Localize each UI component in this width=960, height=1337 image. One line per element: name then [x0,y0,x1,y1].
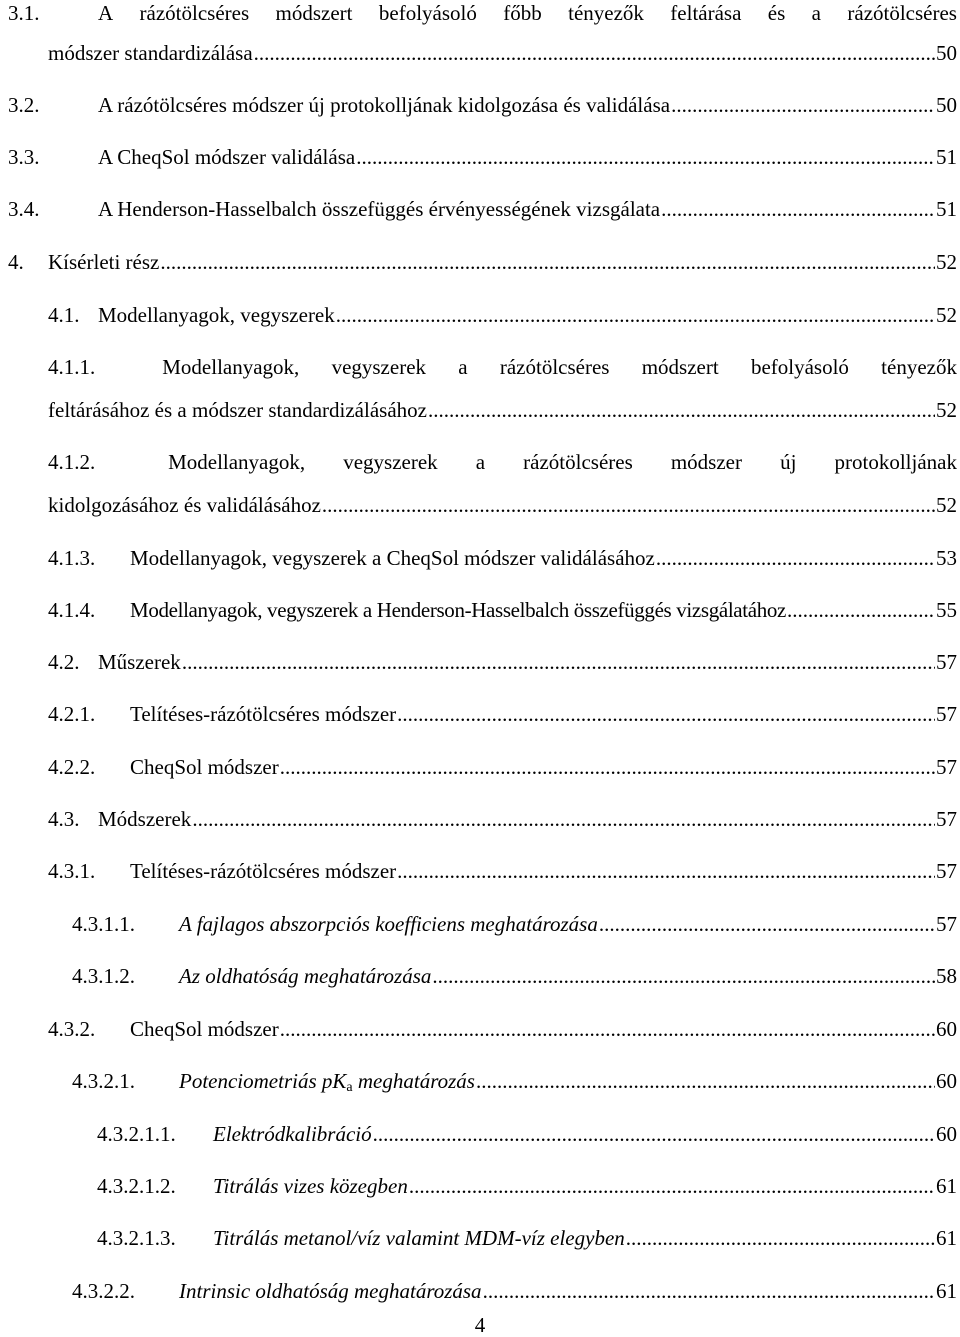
toc-leader-dots [182,649,935,675]
toc-leader-dots [428,397,935,423]
toc-num: 4.2.2. [48,755,96,779]
toc-entry-3-3[interactable] [8,144,957,170]
toc-title: kidolgozásához és validálásához [48,493,321,517]
toc-page-number: 60 [936,1122,957,1146]
toc-num: 3.3. [8,145,40,169]
toc-entry-4-1-1-line1[interactable] [48,354,957,380]
toc-num: 3.4. [8,197,40,221]
toc-word: új [780,450,797,474]
toc-leader-dots [626,1225,935,1251]
toc-word: Modellanyagok, [162,355,300,379]
toc-page-number: 60 [936,1069,957,1093]
toc-leader-dots [599,911,935,937]
toc-word: Modellanyagok, [168,450,306,474]
toc-num: 4.3.2.1.3. [97,1226,176,1250]
toc-title: Modellanyagok, vegyszerek a Henderson-Hasselbalch összefüggés vizsgálatához [130,598,787,622]
toc-word: a [475,450,486,474]
toc-num: 4. [8,250,24,274]
toc-num: 4.1.1. [48,355,96,379]
toc-word: rázótölcséres [499,355,610,379]
toc-entry-4-2[interactable] [48,649,957,675]
toc-title: A rázótölcséres módszer új protokolljának kidolgozása és validálása [98,93,671,117]
toc-title-part: meghatározás [352,1069,475,1093]
toc-entry-4-2-1[interactable] [48,701,957,727]
toc-title: feltárásához és a módszer standardizálásához [48,398,427,422]
toc-word: befolyásoló [750,355,849,379]
toc-leader-dots [280,1016,935,1042]
toc-entry-4-3-2-2[interactable] [72,1278,957,1304]
toc-num: 4.3.2. [48,1017,96,1041]
toc-leader-dots [280,754,935,780]
toc-page-number: 57 [936,702,957,726]
toc-leader-dots [322,492,935,518]
toc-word: módszer [670,450,742,474]
toc-title: Elektródkalibráció [213,1122,372,1146]
toc-word: feltárása [670,1,742,25]
toc-entry-4-1-2-line2[interactable] [48,492,957,518]
toc-entry-3-1-line2[interactable] [48,40,957,66]
toc-entry-4-3-2-1[interactable] [72,1068,957,1094]
toc-entry-4-3-1-2[interactable] [72,963,957,989]
toc-page-number: 60 [936,1017,957,1041]
toc-page-number: 50 [936,41,957,65]
toc-leader-dots [671,92,935,118]
toc-num: 4.3. [48,807,80,831]
toc-leader-dots [409,1173,935,1199]
toc-leader-dots [373,1121,935,1147]
toc-page-number: 61 [936,1174,957,1198]
toc-entry-4-3-2-1-3[interactable] [97,1225,957,1251]
toc-num: 4.3.2.1.2. [97,1174,176,1198]
toc-page-number: 55 [936,598,957,622]
toc-title: Telítéses-rázótölcséres módszer [130,702,397,726]
toc-title-subscript: a [346,1080,353,1095]
toc-title: Műszerek [98,650,181,674]
toc-title: A Henderson-Hasselbalch összefüggés érvényességének vizsgálata [98,197,661,221]
toc-title: Módszerek [98,807,192,831]
toc-num: 4.1.4. [48,598,96,622]
toc-page-number: 52 [936,493,957,517]
toc-title: A CheqSol módszer validálása [98,145,356,169]
toc-page-number: 52 [936,398,957,422]
toc-word: vegyszerek [343,450,438,474]
toc-num: 3.1. [8,1,40,25]
toc-leader-dots [397,701,935,727]
toc-word: tényezők [568,1,644,25]
toc-title [179,1068,475,1094]
toc-leader-dots [432,963,935,989]
toc-entry-4-3-1-1[interactable] [72,911,957,937]
toc-title: A fajlagos abszorpciós koefficiens meghatározása [179,912,598,936]
toc-word: tényezők [881,355,957,379]
toc-num: 4.2. [48,650,80,674]
toc-page-number: 61 [936,1279,957,1303]
toc-title: Titrálás metanol/víz valamint MDM-víz elegyben [213,1226,625,1250]
toc-leader-dots [160,249,935,275]
toc-title-part: Potenciometriás pK [179,1069,347,1093]
toc-page-number: 50 [936,93,957,117]
toc-word: a [811,1,821,25]
toc-entry-3-2[interactable] [8,92,957,118]
toc-page-number: 51 [936,145,957,169]
toc-word: rázótölcséres [139,1,250,25]
toc-leader-dots [476,1068,935,1094]
page-number-footer: 4 [474,1313,486,1337]
toc-word: módszert [275,1,353,25]
toc-entry-4-3-1[interactable] [48,858,957,884]
toc-entry-4[interactable] [8,249,957,275]
toc-leader-dots [787,597,935,623]
toc-title: módszer standardizálása [48,41,253,65]
toc-entry-4-1-1-line2[interactable] [48,397,957,423]
toc-title: CheqSol módszer [130,1017,279,1041]
toc-entry-3-1-line1[interactable] [8,0,957,26]
toc-leader-dots [254,40,935,66]
toc-entry-3-4[interactable] [8,196,957,222]
toc-leader-dots [661,196,935,222]
toc-word: a [458,355,468,379]
toc-page-number: 61 [936,1226,957,1250]
toc-title: Modellanyagok, vegyszerek [98,303,335,327]
toc-title: Az oldhatóság meghatározása [179,964,432,988]
toc-page-number: 57 [936,755,957,779]
toc-entry-4-1-2-line1[interactable] [48,449,957,475]
toc-num: 4.1.2. [48,450,96,474]
toc-title: CheqSol módszer [130,755,279,779]
toc-word: főbb [503,1,542,25]
toc-page-number: 57 [936,859,957,883]
toc-num: 4.3.2.1.1. [97,1122,176,1146]
toc-page-number: 52 [936,303,957,327]
toc-leader-dots [192,806,935,832]
toc-title: Modellanyagok, vegyszerek a CheqSol módszer validálásához [130,546,655,570]
toc-num: 4.1. [48,303,80,327]
toc-leader-dots [336,302,935,328]
toc-page-number: 58 [936,964,957,988]
toc-num: 4.1.3. [48,546,96,570]
toc-entry-4-1-3[interactable] [48,545,957,571]
toc-page-number: 51 [936,197,957,221]
toc-page-number: 57 [936,912,957,936]
toc-entry-4-3-2-1-2[interactable] [97,1173,957,1199]
toc-title: Titrálás vizes közegben [213,1174,408,1198]
toc-page-number: 57 [936,807,957,831]
toc-num: 4.3.1.2. [72,964,135,988]
toc-num: 4.2.1. [48,702,96,726]
toc-leader-dots [483,1278,935,1304]
toc-leader-dots [397,858,935,884]
toc-title: Kísérleti rész [48,250,160,274]
toc-leader-dots [656,545,935,571]
toc-num: 4.3.2.2. [72,1279,135,1303]
toc-page-number: 52 [936,250,957,274]
toc-word: rázótölcséres [847,1,957,25]
toc-word: módszert [641,355,719,379]
toc-page-number: 53 [936,546,957,570]
toc-leader-dots [356,144,935,170]
toc-num: 4.3.1. [48,859,96,883]
toc-word: vegyszerek [331,355,427,379]
toc-page-number: 57 [936,650,957,674]
toc-word: és [767,1,786,25]
toc-entry-4-3-2[interactable] [48,1016,957,1042]
toc-title: Telítéses-rázótölcséres módszer [130,859,397,883]
toc-entry-4-1[interactable] [48,302,957,328]
toc-entry-4-2-2[interactable] [48,754,957,780]
toc-word: befolyásoló [378,1,477,25]
toc-word: rázótölcséres [523,450,633,474]
toc-entry-4-3[interactable] [48,806,957,832]
toc-num: 4.3.2.1. [72,1069,135,1093]
toc-entry-4-3-2-1-1[interactable] [97,1121,957,1147]
toc-num: 4.3.1.1. [72,912,135,936]
toc-word: protokolljának [834,450,957,474]
toc-entry-4-1-4[interactable] [48,597,957,623]
toc-word: A [98,1,114,25]
toc-title: Intrinsic oldhatóság meghatározása [179,1279,482,1303]
toc-num: 3.2. [8,93,40,117]
